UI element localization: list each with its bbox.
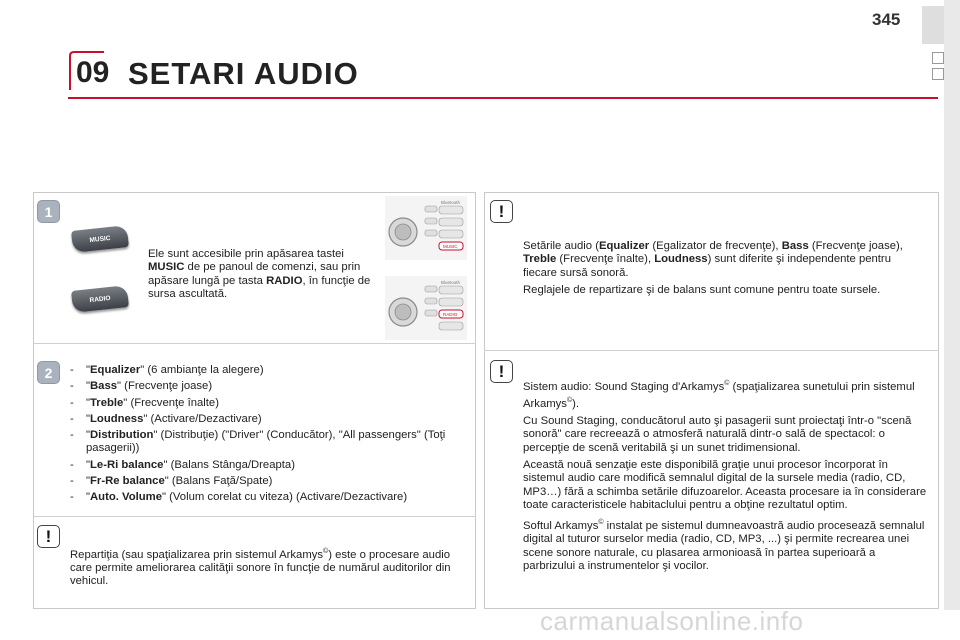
control-panel-radio-illustration [385, 276, 467, 340]
setting-name: Le-Ri balance [90, 458, 164, 471]
svg-text:Bluetooth: Bluetooth [441, 200, 461, 205]
control-panel-music-illustration [385, 196, 467, 260]
radio-button-illustration: RADIO [71, 285, 129, 313]
audio-settings-paragraph: Setările audio (Equalizer (Egalizator de frecvenţe), Bass (Frecvenţe joase), Treble (Frecvenţe înalte), Loudness) sunt diferite şi independente pentru fiecare sursă sonoră. [523, 240, 903, 279]
step-1-badge: 1 [37, 200, 60, 223]
settings-list-item: - "Fr-Re balance" (Balans Faţă/Spate) [64, 475, 469, 488]
setting-description: (Activare/Dezactivare) [147, 412, 262, 425]
sound-staging-note [523, 377, 928, 577]
setting-description: (6 ambianţe la alegere) [144, 364, 264, 376]
section-divider [33, 343, 476, 344]
step-1-text: Ele sunt accesibile prin apăsarea tastei MUSIC de pe panoul de comenzi, sau prin apăsare lungă pe tasta RADIO, în funcţie de sursa ascultată. [148, 248, 371, 300]
settings-list-item: - "Treble" (Frecvenţe înalte) [64, 397, 469, 410]
sound-staging-intro: Sistem audio: Sound Staging d'Arkamys© (spaţializarea sunetului prin sistemul Arkamys©). [523, 380, 915, 410]
setting-description: (Frecvenţe înalte) [127, 396, 219, 409]
setting-name: Loudness [90, 412, 144, 425]
setting-description: (Frecvenţe joase) [121, 380, 213, 393]
setting-description: (Volum corelat cu viteza) (Activare/Dezactivare) [166, 491, 408, 504]
arkamys-note-text: Repartiţia (sau spaţializarea prin sistemul Arkamys©) este o procesare audio care permite ameliorarea calităţii sonore în funcţie de numărul auditorilor din vehicul. [70, 548, 451, 588]
music-button-illustration: MUSIC [71, 225, 129, 253]
settings-list-item: - "Bass" (Frecvenţe joase) [64, 380, 469, 393]
step-2-badge: 2 [37, 361, 60, 384]
chapter-number: 09 [76, 56, 110, 89]
setting-name: Bass [90, 380, 118, 393]
settings-list-item: - "Le-Ri balance" (Balans Stânga/Dreapta) [64, 459, 469, 472]
sound-stage-paragraph: Cu Sound Staging, conducătorul auto şi pasagerii sunt proiectaţi într-o "scenă sonoră" care recreează o atmosferă naturală dintr-o sală de spectacol: o percepţie de scenă veritabilă şi un sunet tridimensional. [523, 415, 912, 454]
page-number: 345 [872, 10, 901, 29]
setting-description: (Balans Stânga/Dreapta) [167, 458, 295, 471]
audio-settings-note [523, 240, 928, 301]
settings-list [64, 364, 469, 508]
settings-list-item: - "Auto. Volume" (Volum corelat cu viteza) (Activare/Dezactivare) [64, 491, 469, 504]
warning-icon: ! [37, 525, 60, 548]
setting-description: (Distribuţie) ("Driver" (Conducător), "All passengers" (Toţi pasagerii)) [86, 429, 446, 455]
settings-list-item: - "Distribution" (Distribuţie) ("Driver" (Conducător), "All passengers" (Toţi pasagerii)) [64, 429, 469, 456]
svg-text:MUSIC: MUSIC [443, 244, 458, 249]
setting-name: Auto. Volume [90, 491, 162, 504]
title-rule [68, 97, 938, 99]
setting-name: Distribution [90, 429, 154, 442]
section-divider [484, 350, 939, 351]
page-title: SETARI AUDIO [128, 56, 359, 91]
warning-icon: ! [490, 360, 513, 383]
warning-icon: ! [490, 200, 513, 223]
svg-text:RADIO: RADIO [443, 312, 458, 317]
section-divider [33, 516, 476, 517]
arkamys-software-paragraph: Softul Arkamys© instalat pe sistemul dumneavoastră audio procesează semnalul digital al tuturor surselor media (radio, CD, MP3, ...) şi permite recrearea unei scene sonore naturale, cu plasarea armonioasă în partea superioară a parbrizului a instrumentelor şi vocilor. [523, 519, 925, 572]
page-marker-square [932, 68, 944, 80]
balance-paragraph: Reglajele de repartizare şi de balans sunt comune pentru toate sursele. [523, 283, 881, 296]
processor-paragraph: Această nouă senzaţie este disponibilă graţie unui procesor încorporat în sistemul audio care modifică semnalul digital de la sursele media (radio, CD, MP3…) fără a schimba setările difuzoarelor. Aceasta procesare ia în considerare toate caracteristicele habitaclului pentru a obţine rezultatul optim. [523, 459, 927, 511]
setting-name: Equalizer [90, 364, 141, 376]
setting-name: Fr-Re balance [90, 475, 165, 488]
settings-list-item: - "Equalizer" (6 ambianţe la alegere) [64, 364, 469, 377]
page-side-strip [944, 0, 960, 610]
settings-list-item: - "Loudness" (Activare/Dezactivare) [64, 413, 469, 426]
setting-name: Treble [90, 396, 124, 409]
watermark: carmanualsonline.info [540, 606, 804, 636]
svg-text:Bluetooth: Bluetooth [441, 280, 461, 285]
page-marker-square [932, 52, 944, 64]
setting-description: (Balans Faţă/Spate) [168, 475, 273, 488]
